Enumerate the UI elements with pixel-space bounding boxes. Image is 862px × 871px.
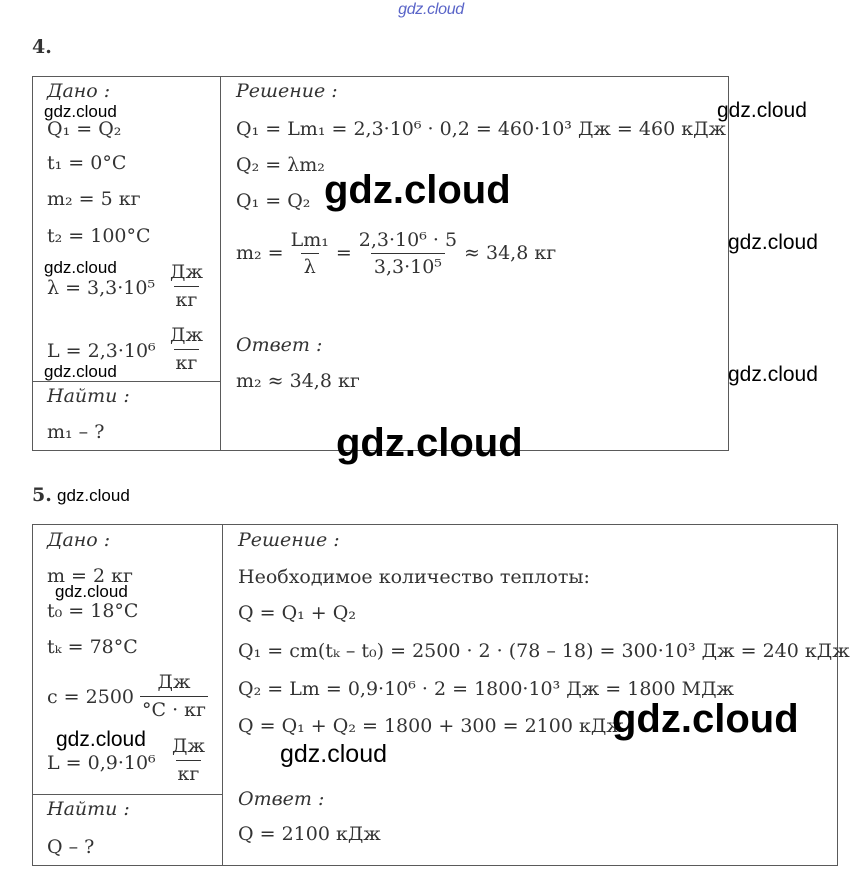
problem-5-solution-1: Q = Q₁ + Q₂	[238, 602, 356, 624]
watermark: gdz.cloud	[336, 421, 523, 465]
problem-4-given-2: t₁ = 0°C	[47, 152, 127, 174]
unit-denominator: кг	[174, 349, 200, 375]
watermark: gdz.cloud	[612, 697, 799, 741]
fraction-numeric	[356, 230, 460, 278]
problem-5-given-4-unit	[140, 672, 208, 722]
watermark: gdz.cloud	[280, 740, 388, 768]
problem-4-find-header: Найти :	[47, 385, 130, 407]
fraction-numerator: Lm₁	[290, 229, 329, 251]
problem-4-given-6: L = 2,3·10⁶	[47, 340, 156, 362]
unit-denominator: кг	[174, 286, 200, 312]
problem-4-answer-header: Ответ :	[236, 334, 323, 356]
problem-4-find: m₁ – ?	[47, 421, 105, 443]
problem-5-find-header: Найти :	[47, 798, 130, 820]
problem-5-given-2: t₀ = 18°C	[47, 600, 139, 622]
problem-4-solution-2: Q₂ = λm₂	[236, 154, 325, 176]
unit-numerator: Дж	[170, 261, 203, 283]
problem-5-given-3: tₖ = 78°C	[47, 636, 138, 658]
fraction-formula	[288, 230, 332, 278]
problem-5-given-5: L = 0,9·10⁶	[47, 752, 156, 774]
equation-rhs: ≈ 34,8 кг	[464, 242, 557, 265]
problem-5-solution-intro: Необходимое количество теплоты:	[238, 566, 590, 588]
watermark: gdz.cloud	[56, 728, 146, 751]
problem-5-answer: Q = 2100 кДж	[238, 823, 381, 845]
problem-5-given-5-unit	[170, 736, 207, 786]
problem-4-divider	[220, 76, 221, 451]
unit-denominator: °C · кг	[140, 696, 208, 722]
problem-5-solution-3: Q₂ = Lm = 0,9·10⁶ · 2 = 1800·10³ Дж = 1800 МДж	[238, 678, 735, 700]
watermark-top: gdz.cloud	[398, 1, 464, 18]
problem-4-given-3: m₂ = 5 кг	[47, 188, 141, 210]
problem-4-answer: m₂ ≈ 34,8 кг	[236, 370, 360, 392]
watermark: gdz.cloud	[717, 99, 807, 122]
unit-numerator: Дж	[157, 671, 191, 693]
problem-4-given-header: Дано :	[47, 80, 111, 102]
fraction-denominator: λ	[301, 253, 319, 278]
problem-5-solution-4: Q = Q₁ + Q₂ = 1800 + 300 = 2100 кДж	[238, 715, 624, 737]
problem-5-solution-2: Q₁ = cm(tₖ – t₀) = 2500 · 2 · (78 – 18) = 300·10³ Дж = 240 кДж	[238, 640, 850, 662]
problem-4-number: 4.	[32, 36, 52, 58]
problem-4-given-1: Q₁ = Q₂	[47, 118, 122, 140]
unit-numerator: Дж	[170, 324, 203, 346]
problem-5-given-header: Дано :	[47, 529, 111, 551]
problem-5-solution-header: Решение :	[238, 529, 340, 551]
watermark: gdz.cloud	[728, 231, 818, 254]
problem-4-given-5-unit	[168, 262, 205, 312]
watermark: gdz.cloud	[55, 582, 128, 601]
watermark: gdz.cloud	[44, 102, 117, 121]
unit-denominator: кг	[176, 760, 202, 786]
problem-4-solution-4	[236, 230, 556, 278]
problem-5-find: Q – ?	[47, 836, 95, 858]
unit-numerator: Дж	[172, 735, 205, 757]
watermark: gdz.cloud	[44, 258, 117, 277]
problem-4-solution-header: Решение :	[236, 80, 338, 102]
watermark: gdz.cloud	[728, 363, 818, 386]
fraction-numerator: 2,3·10⁶ · 5	[358, 229, 458, 251]
problem-5-find-divider	[32, 794, 222, 795]
problem-5-answer-header: Ответ :	[238, 788, 325, 810]
equals-sign: =	[335, 242, 352, 265]
equation-lhs: m₂ =	[236, 242, 284, 265]
watermark: gdz.cloud	[324, 168, 511, 212]
problem-4-given-4: t₂ = 100°C	[47, 225, 151, 247]
problem-4-given-6-unit	[168, 325, 205, 375]
problem-5-given-4: c = 2500	[47, 686, 134, 708]
problem-4-solution-3: Q₁ = Q₂	[236, 190, 311, 212]
problem-5-number: 5.	[32, 484, 52, 506]
problem-5-divider	[222, 524, 223, 866]
watermark: gdz.cloud	[57, 486, 130, 505]
problem-4-given-5: λ = 3,3·10⁵	[47, 277, 156, 299]
problem-4-solution-1: Q₁ = Lm₁ = 2,3·10⁶ · 0,2 = 460·10³ Дж = 460 кДж	[236, 118, 726, 140]
problem-5-given-1: m = 2 кг	[47, 565, 133, 587]
watermark: gdz.cloud	[44, 362, 117, 381]
fraction-denominator: 3,3·10⁵	[371, 253, 445, 278]
